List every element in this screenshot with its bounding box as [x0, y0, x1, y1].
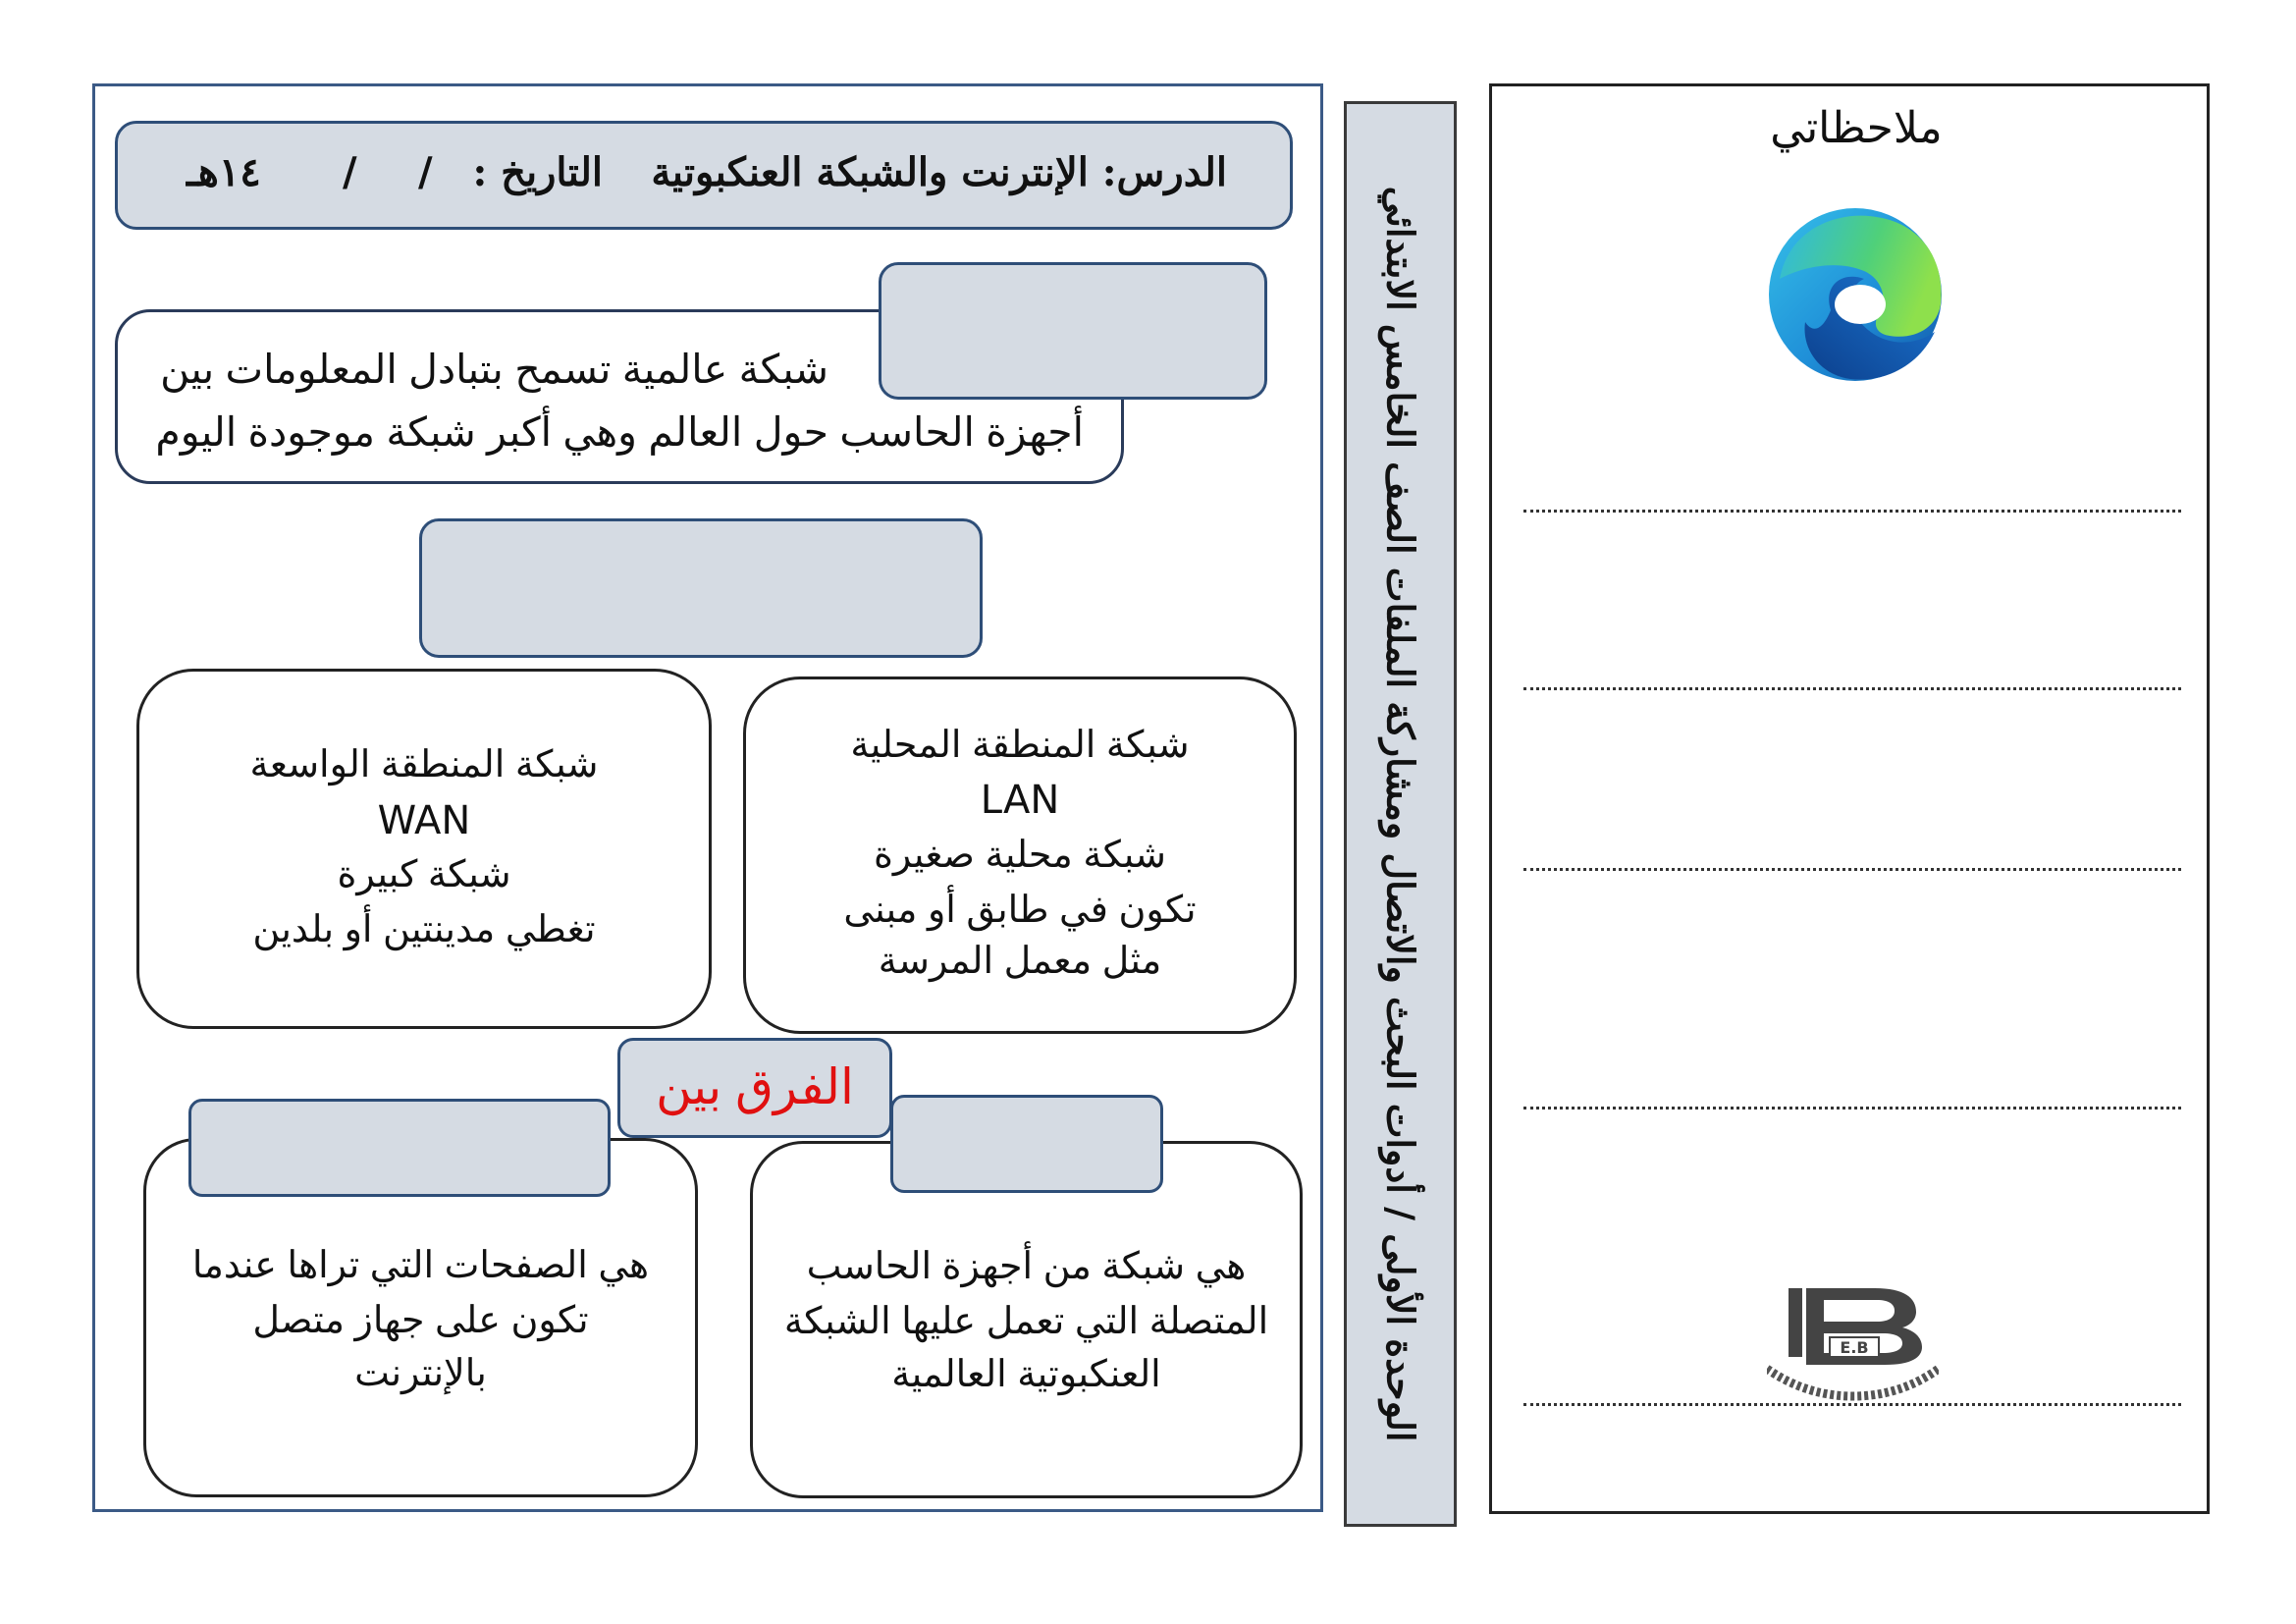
lan-line: شبكة محلية صغيرة: [873, 835, 1167, 876]
lan-line: مثل معمل المرسة: [878, 941, 1162, 982]
unit-side-strip: [1344, 101, 1457, 1527]
notes-line[interactable]: [1523, 510, 2181, 513]
wan-title: شبكة المنطقة الواسعة: [249, 744, 599, 785]
lan-line: تكون في طابق أو مبنى: [843, 890, 1197, 931]
network-types-blank[interactable]: [419, 518, 983, 658]
date-slash: /: [418, 149, 433, 195]
date-slash: /: [343, 149, 357, 195]
eb-letters: E.B: [1840, 1338, 1869, 1357]
unit-title: الوحدة الأولى / أدوات البحث والاتصال ومشاركة الملفات الصف الخامس الابتدائي: [1378, 186, 1422, 1442]
date-label: التاريخ :: [472, 149, 603, 195]
web-line: هي شبكة من أجهزة الحاسب: [806, 1246, 1247, 1287]
notes-line[interactable]: [1523, 868, 2181, 871]
world-wide-web-box: [750, 1141, 1303, 1498]
wan-code: WAN: [377, 798, 471, 843]
notes-title: ملاحظاتي: [1770, 104, 1943, 152]
web-pages-line: بالإنترنت: [354, 1353, 487, 1394]
hijri-year: ١٤هـ: [187, 149, 261, 195]
web-line: العنكبوتية العالمية: [891, 1354, 1161, 1395]
definition-line: شبكة عالمية تسمح بتبادل المعلومات بين: [160, 347, 828, 392]
microsoft-edge-icon: [1762, 202, 1949, 387]
web-pages-line: هي الصفحات التي تراها عندما: [191, 1245, 650, 1286]
web-term-blank[interactable]: [890, 1095, 1163, 1193]
wan-line: تغطي مدينتين أو بلدين: [252, 909, 596, 950]
lan-code: LAN: [980, 778, 1060, 823]
web-pages-term-blank[interactable]: [188, 1099, 611, 1197]
lan-title: شبكة المنطقة المحلية: [850, 725, 1190, 766]
eb-logo: [1767, 1286, 1939, 1409]
difference-label: [617, 1038, 892, 1138]
lesson-header: [115, 121, 1293, 230]
web-pages-line: تكون على جهاز متصل: [252, 1300, 589, 1341]
wan-line: شبكة كبيرة: [337, 854, 511, 895]
lan-box: [743, 677, 1297, 1034]
lesson-title: الدرس: الإنترنت والشبكة العنكبوتية: [651, 149, 1227, 195]
wan-box: [136, 669, 712, 1029]
web-line: المتصلة التي تعمل عليها الشبكة: [783, 1301, 1269, 1342]
difference-text: الفرق بين: [656, 1059, 854, 1114]
notes-line[interactable]: [1523, 1107, 2181, 1110]
internet-term-blank[interactable]: [879, 262, 1267, 400]
notes-line[interactable]: [1523, 687, 2181, 690]
definition-line: أجهزة الحاسب حول العالم وهي أكبر شبكة موجودة اليوم: [155, 409, 1084, 455]
